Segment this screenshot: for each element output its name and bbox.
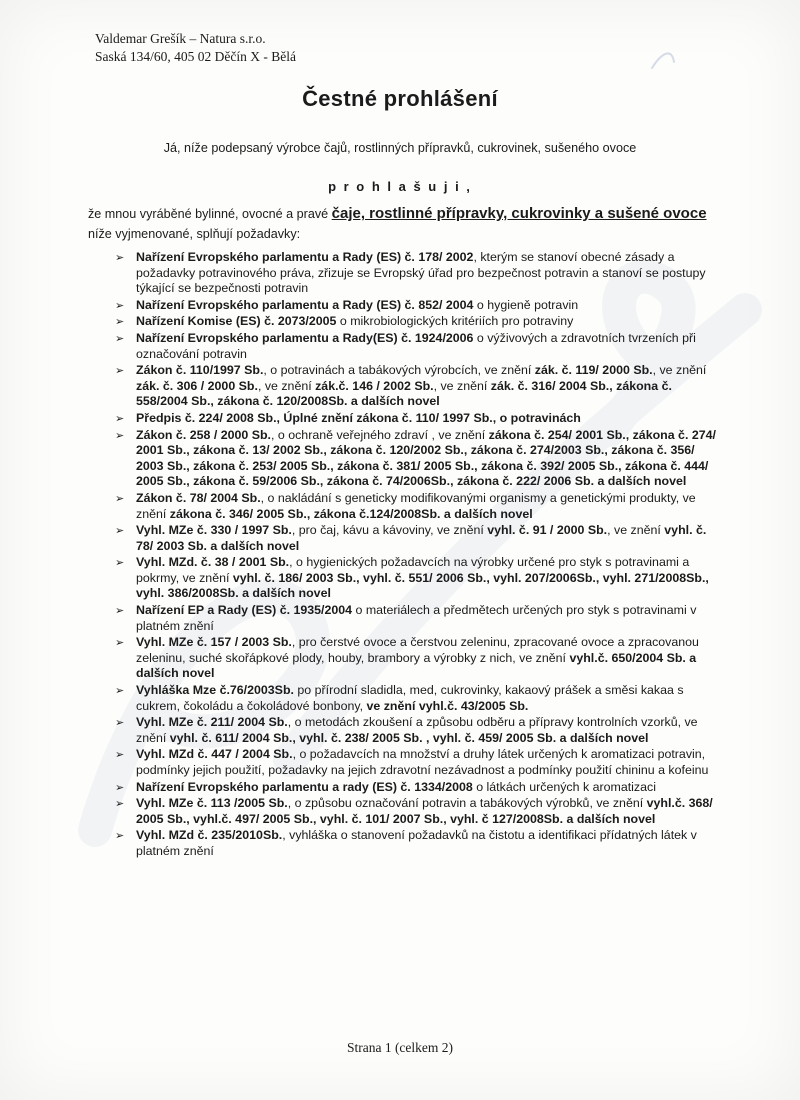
list-item bbox=[115, 250, 724, 297]
text-run: o mikrobiologických kritériích pro potraviny bbox=[336, 314, 574, 329]
list-item-text bbox=[136, 250, 706, 295]
text-run: , ve znění bbox=[433, 378, 491, 393]
arrow-bullet-icon: ➢ bbox=[115, 798, 125, 811]
list-item bbox=[115, 411, 724, 427]
arrow-bullet-icon: ➢ bbox=[115, 685, 125, 698]
law-reference: vyhl. č. 91 / 2000 Sb. bbox=[487, 523, 608, 538]
list-item bbox=[115, 331, 724, 362]
law-reference: Vyhl. MZd č. 235/2010Sb. bbox=[136, 828, 283, 843]
law-reference: ve znění vyhl.č. 43/2005 Sb. bbox=[366, 698, 529, 713]
text-run: , o způsobu označování potravin a tabákových výrobků, ve znění bbox=[287, 796, 647, 811]
arrow-bullet-icon: ➢ bbox=[115, 332, 125, 345]
list-item bbox=[115, 828, 724, 859]
page-number: Strana 1 (celkem 2) bbox=[346, 1040, 454, 1055]
arrow-bullet-icon: ➢ bbox=[115, 299, 125, 312]
law-reference: zák.č. 146 / 2002 Sb. bbox=[315, 378, 434, 393]
list-item-text bbox=[136, 603, 696, 633]
law-reference: Zákon č. 78/ 2004 Sb. bbox=[136, 490, 261, 505]
text-run: , o hygienických požadavcích na výrobky určené pro styk s potravinami a pokrmy, ve znění bbox=[136, 555, 690, 585]
arrow-bullet-icon: ➢ bbox=[115, 492, 125, 505]
list-item-text bbox=[136, 780, 656, 794]
text-run: , vyhláška o stanovení požadavků na čistotu a identifikaci přídatných látek v platném znění bbox=[136, 828, 697, 858]
list-item bbox=[115, 523, 724, 554]
law-reference: Nařízení Evropského parlamentu a rady (ES) č. 1334/2008 bbox=[136, 779, 473, 794]
list-item bbox=[115, 796, 724, 827]
text-run: , pro čaj, kávu a kávoviny, ve znění bbox=[291, 523, 488, 538]
list-item-text bbox=[136, 523, 706, 553]
intro-paragraph: Já, níže podepsaný výrobce čajů, rostlinných přípravků, cukrovinek, sušeného ovoce bbox=[163, 141, 637, 155]
company-name: Valdemar Grešík – Natura s.r.o. bbox=[95, 31, 266, 46]
document-title: Čestné prohlášení bbox=[302, 86, 498, 111]
text-run: , o ochraně veřejného zdraví , ve znění bbox=[271, 427, 489, 442]
law-reference: Nařízení Evropského parlamentu a Rady (ES) č. 852/ 2004 bbox=[136, 297, 474, 312]
law-reference: Předpis č. 224/ 2008 Sb., Úplné znění zákona č. 110/ 1997 Sb., o potravinách bbox=[136, 410, 581, 425]
list-item-text bbox=[136, 635, 699, 680]
list-item bbox=[115, 363, 724, 410]
law-reference: Vyhl. MZd č. 447 / 2004 Sb. bbox=[136, 747, 293, 762]
text-run: o materiálech a předmětech určených pro styk s potravinami v platném znění bbox=[136, 603, 697, 633]
law-reference: zákona č. 254/ 2001 Sb., zákona č. 274/ 2001 Sb., zákona č. 13/ 2002 Sb., zákona č. 120/2002 Sb., zákona č. 274/2003 Sb., zákona č. 356/ 2003 Sb., zákona č. 253/ 2005 Sb., zákona č. 381/ 2005 Sb., zákona č. 392/ 2005 Sb., zákona č. 444/ 2005 Sb., zákona č. 59/2006 Sb., zákona č. 74/2006Sb., zákona č. 222/ 2006 Sb. a dalších novel bbox=[136, 427, 716, 489]
law-reference: Nařízení EP a Rady (ES) č. 1935/2004 bbox=[136, 603, 353, 618]
list-item bbox=[115, 715, 724, 746]
letterhead bbox=[95, 30, 296, 66]
list-item-text bbox=[136, 555, 709, 600]
list-item-text bbox=[136, 828, 697, 858]
company-address: Saská 134/60, 405 02 Děčín X - Bělá bbox=[95, 49, 296, 65]
law-reference: Vyhl. MZe č. 211/ 2004 Sb. bbox=[136, 715, 288, 730]
list-item-text bbox=[136, 411, 581, 425]
law-reference: zák. č. 316/ 2004 Sb., zákona č. 558/2004 Sb., zákona č. 120/2008Sb. a dalších novel bbox=[136, 378, 672, 409]
list-item bbox=[115, 635, 724, 682]
law-reference: zák. č. 306 / 2000 Sb. bbox=[136, 378, 258, 393]
law-reference: vyhl. č. 78/ 2003 Sb. a dalších novel bbox=[136, 523, 707, 553]
law-reference: vyhl. č. 186/ 2003 Sb., vyhl. č. 551/ 2006 Sb., vyhl. 207/2006Sb., vyhl. 271/2008Sb., vyhl. 386/2008Sb. a dalších novel bbox=[136, 570, 709, 601]
law-reference: Nařízení Komise (ES) č. 2073/2005 bbox=[136, 314, 337, 329]
text-run: , ve znění bbox=[652, 363, 707, 378]
text-run: že mnou vyráběné bylinné, ovocné a pravé bbox=[88, 207, 332, 221]
list-item bbox=[115, 780, 724, 796]
text-run: o výživových a zdravotních tvrzeních při označování potravin bbox=[136, 330, 696, 361]
list-item-text bbox=[136, 796, 713, 826]
law-reference: Nařízení Evropského parlamentu a Rady(ES) č. 1924/2006 bbox=[136, 330, 474, 345]
law-reference: Vyhl. MZe č. 330 / 1997 Sb. bbox=[136, 523, 292, 538]
list-item-text bbox=[136, 314, 573, 328]
list-item bbox=[115, 314, 724, 330]
text-run: , o potravinách a tabákových výrobcích, ve znění bbox=[263, 363, 535, 378]
law-reference: zák. č. 119/ 2000 Sb. bbox=[534, 363, 653, 378]
arrow-bullet-icon: ➢ bbox=[115, 252, 125, 264]
arrow-bullet-icon: ➢ bbox=[115, 429, 125, 442]
list-item-text bbox=[136, 747, 708, 777]
law-reference: Vyhl. MZe č. 113 /2005 Sb. bbox=[136, 796, 288, 811]
list-item-text bbox=[136, 428, 716, 489]
law-reference: zákona č. 346/ 2005 Sb., zákona č.124/2008Sb. a dalších novel bbox=[169, 506, 533, 521]
arrow-bullet-icon: ➢ bbox=[115, 637, 125, 650]
arrow-bullet-icon: ➢ bbox=[115, 525, 125, 538]
law-reference: Vyhláška Mze č.76/2003Sb. bbox=[136, 683, 294, 698]
list-item bbox=[115, 603, 724, 634]
law-reference: Zákon č. 110/1997 Sb. bbox=[136, 363, 264, 378]
preamble-paragraph bbox=[88, 204, 722, 244]
list-item bbox=[115, 683, 724, 714]
text-run: , ve znění bbox=[257, 378, 316, 393]
arrow-bullet-icon: ➢ bbox=[115, 605, 125, 618]
text-run: , ve znění bbox=[607, 523, 665, 538]
law-reference: Vyhl. MZd. č. 38 / 2001 Sb. bbox=[136, 555, 290, 570]
list-item bbox=[115, 428, 724, 490]
list-item-text bbox=[136, 298, 578, 312]
list-item-text bbox=[136, 331, 696, 361]
arrow-bullet-icon: ➢ bbox=[115, 717, 125, 730]
law-reference: Nařízení Evropského parlamentu a Rady (ES) č. 178/ 2002 bbox=[136, 250, 474, 264]
arrow-bullet-icon: ➢ bbox=[115, 412, 125, 425]
requirements-list bbox=[115, 250, 724, 861]
law-reference: Zákon č. 258 / 2000 Sb. bbox=[136, 427, 271, 442]
arrow-bullet-icon: ➢ bbox=[115, 830, 125, 843]
list-item bbox=[115, 555, 724, 602]
law-reference: vyhl.č. 368/ 2005 Sb., vyhl.č. 497/ 2005 Sb., vyhl. č. 101/ 2007 Sb., vyhl. č 127/2008Sb. a dalších novel bbox=[136, 796, 713, 826]
arrow-bullet-icon: ➢ bbox=[115, 749, 125, 762]
arrow-bullet-icon: ➢ bbox=[115, 557, 125, 570]
declaration-word: p r o h l a š u j i , bbox=[328, 179, 472, 194]
text-run: po přírodní sladidla, med, cukrovinky, kakaový prášek a směsi kakaa s cukrem, čokoládu a čokoládové bonbony, bbox=[136, 683, 684, 713]
law-reference: vyhl. č. 611/ 2004 Sb., vyhl. č. 238/ 2005 Sb. , vyhl. č. 459/ 2005 Sb. a dalších novel bbox=[169, 730, 649, 745]
text-run: níže vyjmenované, splňují požadavky: bbox=[88, 227, 301, 241]
text-run: , o nakládání s geneticky modifikovanými organismy a genetickými produkty, ve znění bbox=[136, 490, 696, 521]
list-item bbox=[115, 491, 724, 522]
text-run: , kterým se stanoví obecné zásady a požadavky potravinového práva, zřizuje se Evropský úřad pro bezpečnost potravin a stanoví se postupy týkající se bezpečnosti potravin bbox=[136, 250, 706, 296]
text-run: , o metodách zkoušení a způsobu odběru a přípravy kontrolních vzorků, ve znění bbox=[136, 715, 698, 745]
list-item bbox=[115, 747, 724, 778]
text-run: , o požadavcích na množství a druhy látek určených k aromatizaci potravin, podmínky jejich použití, požadavky na jejich zdravotní nezávadnost a podmínky použití chininu a kofeinu bbox=[136, 747, 709, 777]
text-run: o látkách určených k aromatizaci bbox=[472, 779, 656, 794]
list-item-text bbox=[136, 683, 684, 713]
list-item bbox=[115, 298, 724, 314]
arrow-bullet-icon: ➢ bbox=[115, 781, 125, 794]
law-reference: Vyhl. MZe č. 157 / 2003 Sb. bbox=[136, 635, 292, 650]
law-reference: čaje, rostlinné přípravky, cukrovinky a sušené ovoce bbox=[331, 205, 707, 222]
arrow-bullet-icon: ➢ bbox=[115, 316, 125, 329]
list-item-text bbox=[136, 715, 698, 745]
list-item-text bbox=[136, 363, 706, 408]
law-reference: vyhl.č. 650/2004 Sb. a dalších novel bbox=[136, 650, 697, 681]
text-run: , pro čerstvé ovoce a čerstvou zeleninu, zpracované ovoce a zpracovanou zeleninu, suché skořápkové plody, houby, brambory a výrobky z nich, ve znění bbox=[136, 635, 699, 665]
arrow-bullet-icon: ➢ bbox=[115, 365, 125, 378]
text-run: o hygieně potravin bbox=[473, 297, 579, 312]
list-item-text bbox=[136, 491, 696, 521]
